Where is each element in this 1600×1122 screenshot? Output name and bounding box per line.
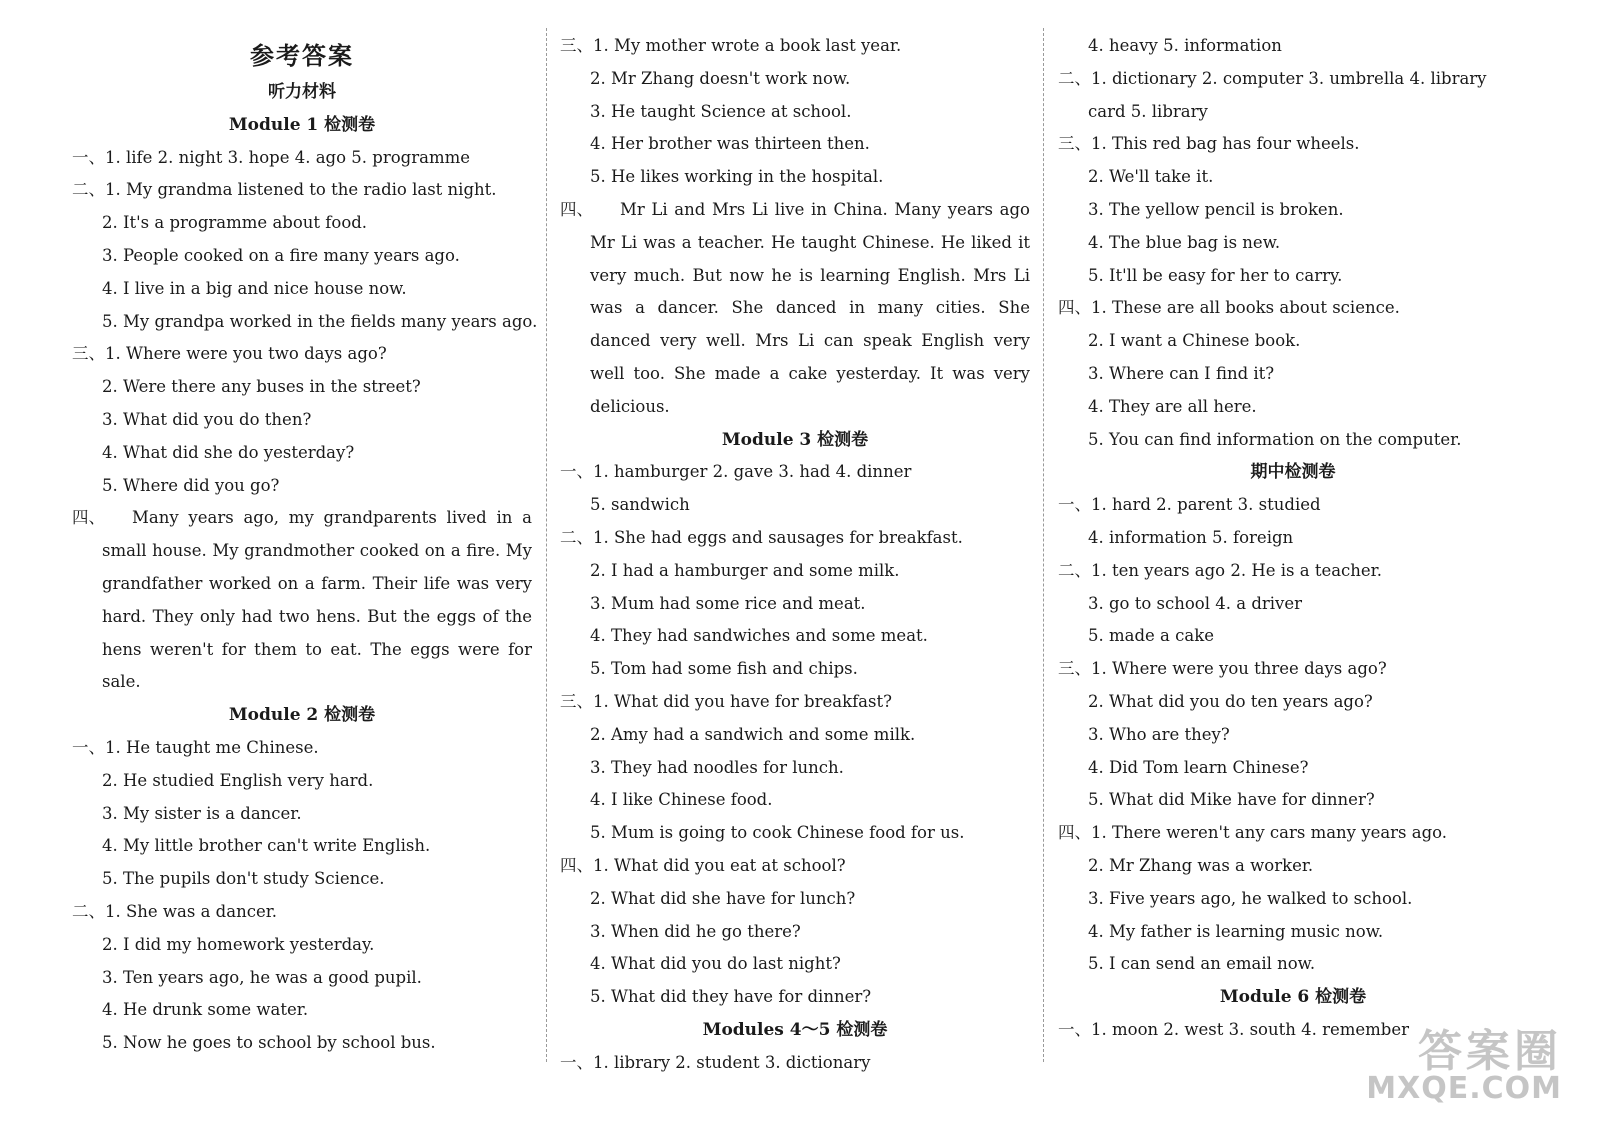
answer-line: 2. I want a Chinese book. [1088, 331, 1301, 351]
answer-text: 1. She was a dancer. [105, 901, 278, 921]
answer-text: 1. hamburger 2. gave 3. had 4. dinner [593, 462, 912, 482]
answer-line: 4. Did Tom learn Chinese? [1088, 757, 1309, 777]
answer-line: 5. made a cake [1088, 626, 1214, 646]
answer-line: 4. The blue bag is new. [1088, 232, 1281, 252]
answer-line: 5. What did Mike have for dinner? [1088, 790, 1375, 810]
answer-text: 1. He taught me Chinese. [105, 737, 319, 757]
answer-line: 5. sandwich [590, 495, 690, 515]
answer-text: 1. library 2. student 3. dictionary [593, 1052, 871, 1072]
answer-line: 5. Tom had some fish and chips. [590, 659, 858, 679]
answer-line: 5. Where did you go? [102, 475, 280, 495]
answer-line: 5. My grandpa worked in the fields many years ago. [102, 311, 538, 331]
answer-text: 1. She had eggs and sausages for breakfast. [593, 527, 963, 547]
section-label: 二、 [72, 180, 105, 200]
answer-line: 4. I live in a big and nice house now. [102, 278, 407, 298]
answer-line: 5. You can find information on the computer. [1088, 429, 1462, 449]
answer-line: 4. What did she do yesterday? [102, 442, 355, 462]
section-label: 二、 [1058, 68, 1091, 88]
section-label: 四、 [1058, 823, 1091, 843]
answer-line: 3. Five years ago, he walked to school. [1088, 888, 1413, 908]
answer-line: 5. He likes working in the hospital. [590, 167, 884, 187]
section-label: 一、 [1058, 495, 1091, 515]
answer-line: 4. They are all here. [1088, 396, 1257, 416]
answer-line: 4. They had sandwiches and some meat. [590, 626, 928, 646]
answer-line [1058, 489, 1528, 522]
answer-line [1058, 128, 1528, 161]
answer-text: 1. Where were you three days ago? [1091, 659, 1387, 679]
section-label: 四、 [1058, 298, 1091, 318]
passage-text: Many years ago, my grandparents lived in a small house. My grandmother cooked on a fire. My grandfather worked on a farm. Their life was very hard. They only had two hens. But the eggs of the hens weren't for them to eat. The eggs were for sale. [102, 508, 532, 692]
passage [560, 194, 1030, 424]
section-label: 一、 [560, 1052, 593, 1072]
answer-line: card 5. library [1088, 101, 1208, 121]
section-label: 二、 [560, 527, 593, 547]
answer-text: 1. There weren't any cars many years ago. [1091, 823, 1448, 843]
answer-text: 1. life 2. night 3. hope 4. ago 5. programme [105, 147, 471, 167]
answer-text: 1. My grandma listened to the radio last night. [105, 180, 497, 200]
watermark-logo [1366, 1026, 1562, 1106]
midterm-heading: 期中检测卷 [1250, 462, 1336, 483]
answer-line: 2. I had a hamburger and some milk. [590, 560, 900, 580]
answer-line: 3. Where can I find it? [1088, 363, 1275, 383]
answer-line [1058, 653, 1528, 686]
page-title: 参考答案 [250, 41, 354, 70]
answer-line [560, 30, 1030, 63]
answer-text: 1. hard 2. parent 3. studied [1091, 495, 1321, 515]
answer-line [560, 456, 1030, 489]
answer-line [560, 686, 1030, 719]
answer-line: 3. People cooked on a fire many years ago. [102, 245, 460, 265]
answer-line: 3. go to school 4. a driver [1088, 593, 1303, 613]
answer-line: 3. When did he go there? [590, 921, 801, 941]
answer-line: 2. I did my homework yesterday. [102, 934, 375, 954]
answer-line: 5. What did they have for dinner? [590, 987, 872, 1007]
answer-line: 4. My father is learning music now. [1088, 921, 1384, 941]
answer-line: 5. The pupils don't study Science. [102, 869, 385, 889]
module-6-heading: Module 6 检测卷 [1219, 987, 1367, 1008]
column-1 [72, 30, 538, 1082]
answer-line: 5. I can send an email now. [1088, 954, 1316, 974]
answer-line: 5. Now he goes to school by school bus. [102, 1033, 436, 1053]
column-2 [560, 30, 1030, 1082]
watermark-bottom: MXQE.COM [1366, 1071, 1562, 1106]
section-label: 三、 [1058, 659, 1091, 679]
column-3 [1058, 30, 1528, 1082]
section-label: 三、 [72, 344, 105, 364]
module-2-heading: Module 2 检测卷 [228, 705, 376, 726]
answer-line: 4. Her brother was thirteen then. [590, 134, 870, 154]
answer-line: 4. I like Chinese food. [590, 790, 773, 810]
section-label: 二、 [1058, 560, 1091, 580]
section-label: 一、 [72, 737, 105, 757]
answer-line: 4. He drunk some water. [102, 1000, 309, 1020]
section-label: 二、 [72, 901, 105, 921]
answer-line: 2. Were there any buses in the street? [102, 377, 421, 397]
answer-line: 3. My sister is a dancer. [102, 803, 302, 823]
section-label: 一、 [1058, 1019, 1091, 1039]
answer-line [72, 732, 532, 765]
section-label: 三、 [560, 691, 593, 711]
section-label: 四、 [560, 199, 593, 219]
answer-text: 1. These are all books about science. [1091, 298, 1400, 318]
watermark-top: 答案圈 [1418, 1026, 1562, 1077]
passage [72, 502, 532, 699]
answer-line: 3. What did you do then? [102, 409, 312, 429]
answer-line [1058, 817, 1528, 850]
answer-text: 1. What did you have for breakfast? [593, 691, 892, 711]
column-divider [546, 28, 547, 1062]
section-label: 一、 [72, 147, 105, 167]
answer-line: 2. What did she have for lunch? [590, 888, 856, 908]
answer-line: 2. Mr Zhang doesn't work now. [590, 68, 851, 88]
answer-line: 5. It'll be easy for her to carry. [1088, 265, 1343, 285]
answer-line [72, 896, 532, 929]
answer-line: 2. He studied English very hard. [102, 770, 374, 790]
module-3-heading: Module 3 检测卷 [721, 429, 869, 450]
section-label: 一、 [560, 462, 593, 482]
answer-line [72, 142, 532, 175]
answer-text: 1. What did you eat at school? [593, 855, 846, 875]
answer-line: 2. Mr Zhang was a worker. [1088, 855, 1314, 875]
answer-line: 5. Mum is going to cook Chinese food for us. [590, 823, 965, 843]
answer-line: 4. heavy 5. information [1088, 36, 1282, 55]
answer-line: 3. Who are they? [1088, 724, 1230, 744]
sub-title: 听力材料 [268, 82, 336, 102]
section-label: 三、 [560, 36, 593, 55]
answer-line: 3. Ten years ago, he was a good pupil. [102, 967, 422, 987]
modules-4-5-heading: Modules 4～5 检测卷 [702, 1019, 888, 1040]
answer-line: 4. information 5. foreign [1088, 527, 1294, 547]
answer-text: 1. dictionary 2. computer 3. umbrella 4. library [1091, 68, 1487, 88]
answer-text: 1. moon 2. west 3. south 4. remember [1091, 1019, 1410, 1039]
answer-line: 2. We'll take it. [1088, 167, 1214, 187]
module-1-heading: Module 1 检测卷 [228, 114, 376, 135]
answer-text: 1. This red bag has four wheels. [1091, 134, 1360, 154]
answer-line [1058, 292, 1528, 325]
section-label: 三、 [1058, 134, 1091, 154]
column-divider [1043, 28, 1044, 1062]
answer-line [72, 338, 532, 371]
answer-line [560, 1047, 1030, 1080]
answer-line [560, 850, 1030, 883]
answer-line [560, 522, 1030, 555]
answer-line: 4. What did you do last night? [590, 954, 841, 974]
answer-line: 3. The yellow pencil is broken. [1088, 199, 1344, 219]
answer-line [1058, 63, 1528, 96]
answer-line: 3. He taught Science at school. [590, 101, 852, 121]
answer-line [1058, 555, 1528, 588]
answer-line: 3. They had noodles for lunch. [590, 757, 844, 777]
section-label: 四、 [72, 508, 105, 528]
answer-text: 1. Where were you two days ago? [105, 344, 387, 364]
answer-line: 3. Mum had some rice and meat. [590, 593, 866, 613]
answer-line: 4. My little brother can't write English. [102, 836, 431, 856]
answer-line: 2. Amy had a sandwich and some milk. [590, 724, 916, 744]
passage-text: Mr Li and Mrs Li live in China. Many years ago Mr Li was a teacher. He taught Chinese. He liked it very much. But now he is learning English. Mrs Li was a dancer. She danced in many cities. She danced very well. Mrs Li can speak English very well too. She made a cake yesterday. It was very delicious. [590, 199, 1030, 416]
answer-line: 2. What did you do ten years ago? [1088, 691, 1373, 711]
section-label: 四、 [560, 855, 593, 875]
answer-line [72, 174, 532, 207]
answer-line: 2. It's a programme about food. [102, 213, 368, 233]
answer-text: 1. My mother wrote a book last year. [593, 36, 902, 55]
answer-text: 1. ten years ago 2. He is a teacher. [1091, 560, 1382, 580]
